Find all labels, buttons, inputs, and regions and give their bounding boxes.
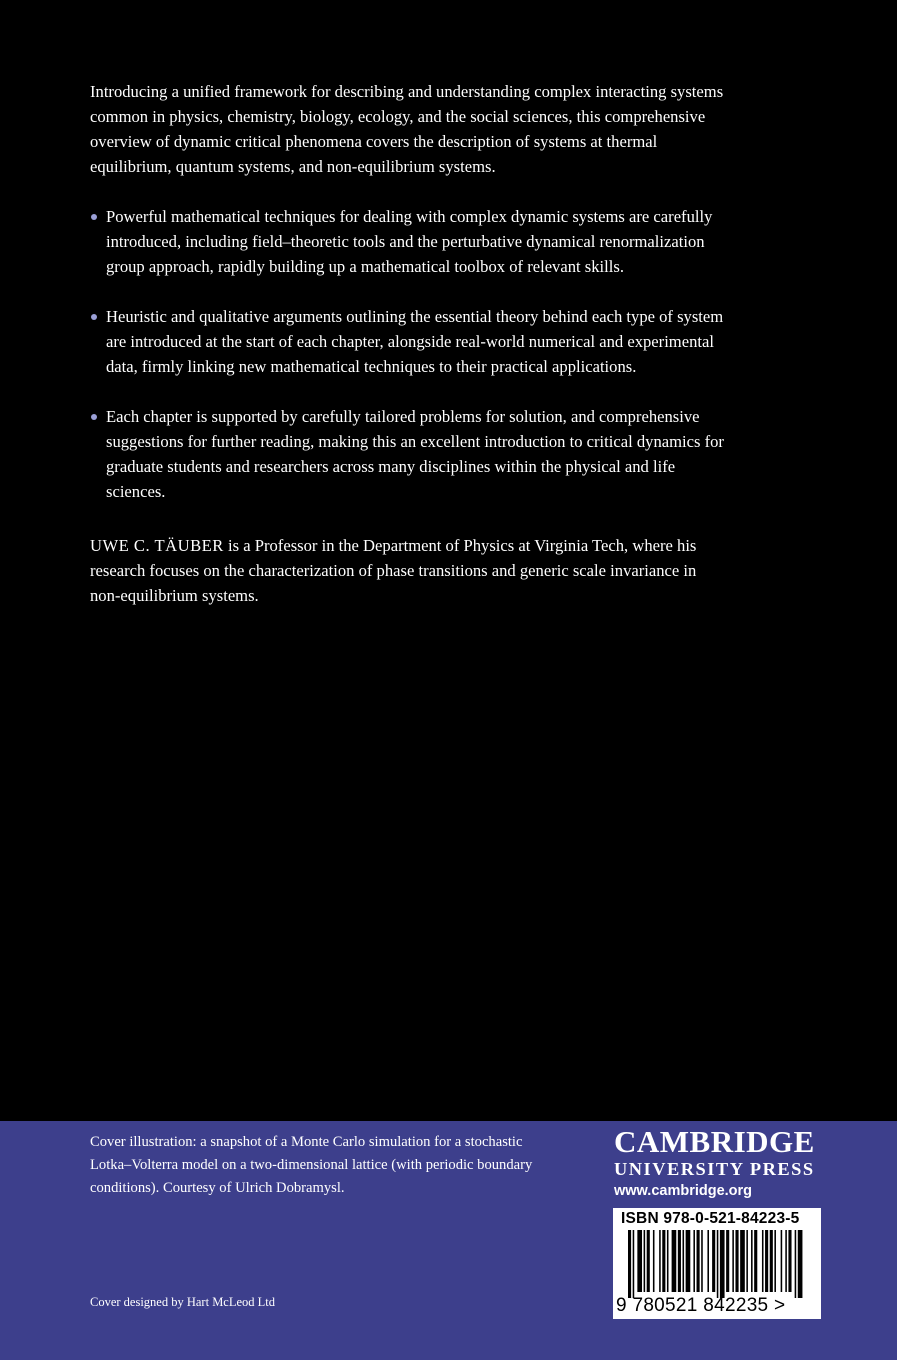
publisher-subtitle: UNIVERSITY PRESS [614, 1159, 815, 1179]
barcode-bar [770, 1230, 773, 1292]
barcode-bar [765, 1230, 768, 1292]
barcode-bar [647, 1230, 650, 1292]
barcode-bar [717, 1230, 719, 1298]
barcode-bar [697, 1230, 700, 1292]
intro-paragraph: Introducing a unified framework for describing and understanding complex interacting systems common in physics, chemistry, biology, ecology, and the social sciences, this comprehensive overview of dynamic critical phenomena covers the description of systems at thermal equilibrium, quantum systems, and non-equilibrium systems. [90, 82, 724, 176]
author-name: UWE C. TÄUBER [90, 536, 224, 555]
barcode-bar [672, 1230, 677, 1292]
cover-design-credit: Cover designed by Hart McLeod Ltd [90, 1295, 276, 1309]
publisher-band [0, 1121, 897, 1360]
feature-item [90, 304, 730, 379]
publisher-url: www.cambridge.org [614, 1183, 753, 1199]
barcode-bar [712, 1230, 715, 1292]
isbn-barcode [613, 1208, 821, 1319]
barcode-bar [678, 1230, 681, 1292]
feature-text: Powerful mathematical techniques for dealing with complex dynamic systems are carefully introduced, including field–theoretic tools and the perturbative dynamical renormalization group approach, rapidly building up a mathematical toolbox of relevant skills. [106, 207, 713, 276]
feature-item [90, 404, 730, 504]
barcode-bar [774, 1230, 776, 1292]
barcode-bar [662, 1230, 665, 1292]
bullet-icon [91, 314, 97, 320]
barcode-bar [686, 1230, 691, 1292]
publisher-name: CAMBRIDGE [614, 1124, 815, 1159]
author-description: is a Professor in the Department of Physics at Virginia Tech, where his research focuses on the characterization of phase transitions and generic scale invariance in non-equilibrium systems. [90, 536, 697, 605]
blurb-content [90, 79, 730, 625]
barcode-bar [781, 1230, 783, 1292]
barcode-bar [628, 1230, 631, 1298]
barcode-bar [693, 1230, 695, 1292]
barcode-bar [633, 1230, 635, 1298]
barcode-bar [740, 1230, 745, 1292]
cover-illustration-credit: Cover illustration: a snapshot of a Monte Carlo simulation for a stochastic Lotka–Volterra model on a two-dimensional lattice (with periodic boundary conditions). Courtesy of Ulrich Dobramysl. [90, 1134, 533, 1196]
barcode-bar [683, 1230, 685, 1292]
barcode-icon [628, 1230, 804, 1298]
barcode-bar [788, 1230, 791, 1292]
feature-text: Each chapter is supported by carefully tailored problems for solution, and comprehensive suggestions for further reading, making this an excellent introduction to critical dynamics for graduate students and researchers across many disciplines within the physical and life sciences. [106, 407, 724, 501]
barcode-bar [637, 1230, 642, 1292]
feature-list [90, 204, 730, 504]
publisher-logo [614, 1125, 824, 1201]
author-bio [90, 533, 730, 608]
barcode-bar [754, 1230, 757, 1292]
barcode-bar [701, 1230, 703, 1292]
bullet-icon [91, 214, 97, 220]
barcode-bar [795, 1230, 797, 1298]
bullet-icon [91, 414, 97, 420]
barcode-bar [726, 1230, 729, 1292]
barcode-bar [732, 1230, 734, 1292]
feature-item [90, 204, 730, 279]
barcode-digits: 9 780521 842235 > [616, 1295, 786, 1316]
barcode-bar [720, 1230, 725, 1298]
barcode-bar [785, 1230, 787, 1292]
barcode-bar [659, 1230, 661, 1292]
barcode-bar [653, 1230, 655, 1292]
barcode-bar [798, 1230, 803, 1298]
barcode-bar [667, 1230, 669, 1292]
barcode-bar [644, 1230, 646, 1292]
barcode-bar [751, 1230, 753, 1292]
barcode-bar [746, 1230, 748, 1292]
barcode-bar [735, 1230, 738, 1292]
barcode-bar [707, 1230, 709, 1292]
isbn-label: ISBN 978-0-521-84223-5 [621, 1210, 800, 1227]
feature-text: Heuristic and qualitative arguments outlining the essential theory behind each type of system are introduced at the start of each chapter, alongside real-world numerical and experimental data, firmly linking new mathematical techniques to their practical applications. [106, 307, 724, 376]
barcode-bar [762, 1230, 764, 1292]
